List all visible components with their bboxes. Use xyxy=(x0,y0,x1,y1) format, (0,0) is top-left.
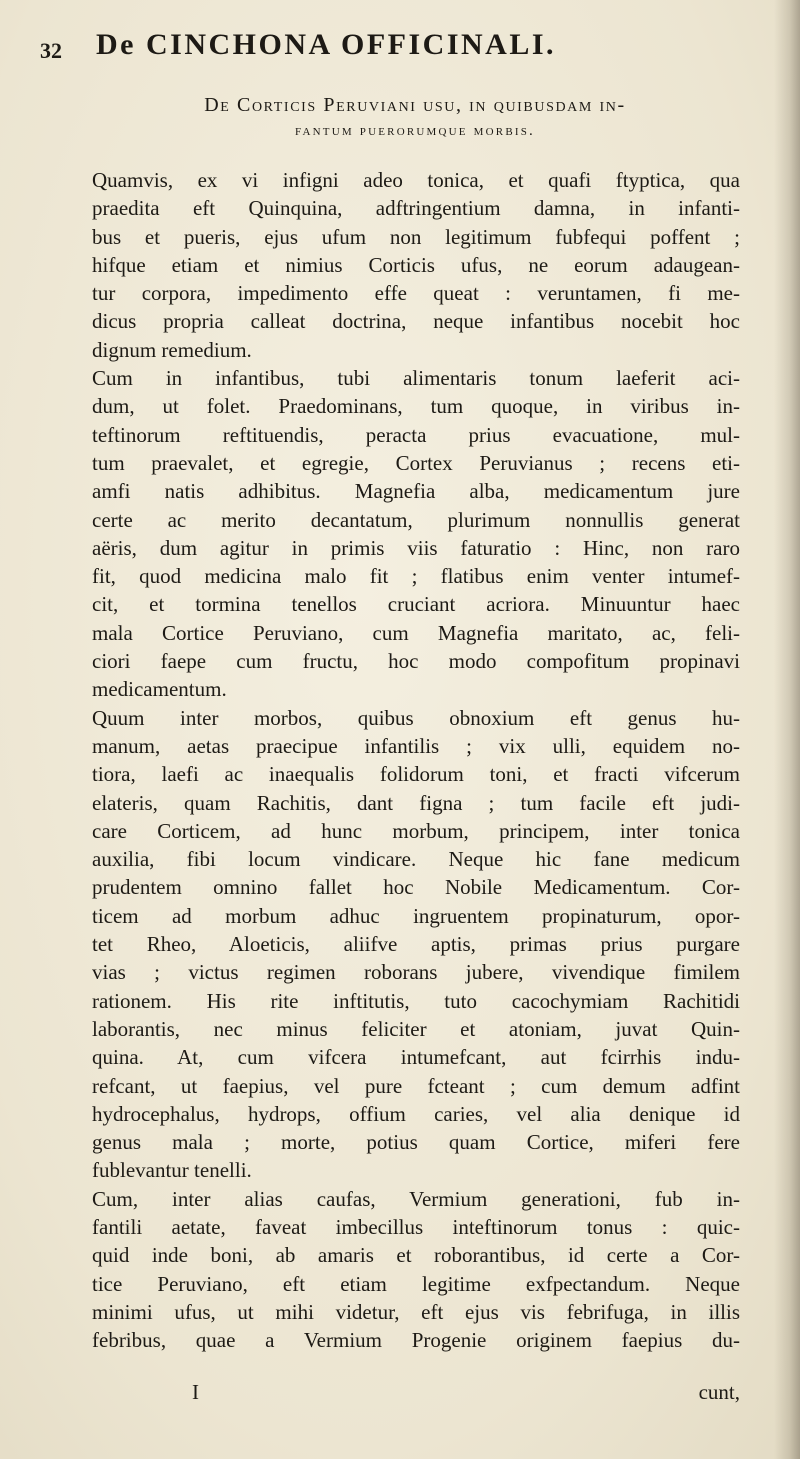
page-number: 32 xyxy=(40,38,62,63)
text-line: fublevantur tenelli. xyxy=(92,1158,252,1183)
signature-mark: I xyxy=(192,1380,199,1404)
text-line: refcant, ut faepius, vel pure fcteant ; cum demum adfint xyxy=(92,1073,740,1098)
text-line: tum praevalet, et egregie, Cortex Peruvianus ; recens eti- xyxy=(92,450,740,475)
text-line: bus et pueris, ejus ufum non legitimum fubfequi poffent ; xyxy=(92,224,740,249)
text-line: mala Cortice Peruviano, cum Magnefia maritato, ac, feli- xyxy=(92,620,740,645)
page-edge-shadow xyxy=(774,0,800,1459)
text-line: certe ac merito decantatum, plurimum nonnullis generat xyxy=(92,507,740,532)
text-line: tice Peruviano, eft etiam legitime exfpectandum. Neque xyxy=(92,1271,740,1296)
text-line: ciori faepe cum fructu, hoc modo compofitum propinavi xyxy=(92,649,740,674)
text-line: hydrocephalus, hydrops, offium caries, vel alia denique id xyxy=(92,1101,740,1126)
text-line: aëris, dum agitur in primis viis faturatio : Hinc, non raro xyxy=(92,535,740,560)
running-head xyxy=(40,28,740,68)
text-line: dicus propria calleat doctrina, neque infantibus nocebit hoc xyxy=(92,309,740,334)
text-line: Quamvis, ex vi infigni adeo tonica, et quafi ftyptica, qua xyxy=(92,168,740,192)
text-line: praedita eft Quinquina, adftringentium damna, in infanti- xyxy=(92,196,740,221)
text-line: rationem. His rite inftitutis, tuto cacochymiam Rachitidi xyxy=(92,988,740,1013)
text-line: genus mala ; morte, potius quam Cortice, miferi fere xyxy=(92,1130,740,1155)
text-line: dum, ut folet. Praedominans, tum quoque, in viribus in- xyxy=(92,394,740,419)
text-line: dignum remedium. xyxy=(92,337,252,362)
running-head-title: De CINCHONA OFFICINALI. xyxy=(96,28,557,61)
text-line: prudentem omnino fallet hoc Nobile Medicamentum. Cor- xyxy=(92,875,740,900)
text-line: auxilia, fibi locum vindicare. Neque hic fane medicum xyxy=(92,847,740,872)
text-line: manum, aetas praecipue infantilis ; vix ulli, equidem no- xyxy=(92,733,740,758)
text-line: quid inde boni, ab amaris et roborantibus, id certe a Cor- xyxy=(92,1243,740,1268)
body-text xyxy=(92,166,740,1354)
text-line: hifque etiam et nimius Corticis ufus, ne eorum adaugean- xyxy=(92,252,740,277)
text-line: laborantis, nec minus feliciter et atoniam, juvat Quin- xyxy=(92,1016,740,1041)
section-heading-line-1: De Corticis Peruviani usu, in quibusdam in- xyxy=(204,94,626,116)
catchword: cunt, xyxy=(698,1380,740,1404)
text-line: tiora, laefi ac inaequalis folidorum toni, et fracti vifcerum xyxy=(92,762,740,787)
text-line: febribus, quae a Vermium Progenie originem faepius du- xyxy=(92,1328,740,1353)
text-line: minimi ufus, ut mihi videtur, eft ejus vis febrifuga, in illis xyxy=(92,1299,740,1324)
text-line: vias ; victus regimen roborans jubere, vivendique fimilem xyxy=(92,960,740,985)
text-line: tet Rheo, Aloeticis, aliifve aptis, primas prius purgare xyxy=(92,932,740,957)
text-line: fantili aetate, faveat imbecillus inteftinorum tonus : quic- xyxy=(92,1214,740,1239)
text-line: medicamentum. xyxy=(92,677,227,702)
text-line: fit, quod medicina malo fit ; flatibus enim venter intumef- xyxy=(92,564,740,589)
text-line: care Corticem, ad hunc morbum, principem, inter tonica xyxy=(92,818,740,843)
text-line: ticem ad morbum adhuc ingruentem propinaturum, opor- xyxy=(92,903,740,928)
text-line: Quum inter morbos, quibus obnoxium eft genus hu- xyxy=(92,705,740,730)
section-heading-line-2: fantum puerorumque morbis. xyxy=(295,123,535,139)
text-line: quina. At, cum vifcera intumefcant, aut fcirrhis indu- xyxy=(92,1045,740,1070)
text-line: elateris, quam Rachitis, dant figna ; tum facile eft judi- xyxy=(92,790,740,815)
text-line: teftinorum reftituendis, peracta prius evacuatione, mul- xyxy=(92,422,740,447)
text-line: Cum in infantibus, tubi alimentaris tonum laeferit aci- xyxy=(92,366,740,391)
text-line: Cum, inter alias caufas, Vermium generationi, fub in- xyxy=(92,1186,740,1211)
footer-line xyxy=(92,1380,740,1408)
section-heading xyxy=(90,92,740,144)
text-line: tur corpora, impedimento effe queat : veruntamen, fi me- xyxy=(92,281,740,306)
text-line: amfi natis adhibitus. Magnefia alba, medicamentum jure xyxy=(92,479,740,504)
text-line: cit, et tormina tenellos cruciant acriora. Minuuntur haec xyxy=(92,592,740,617)
